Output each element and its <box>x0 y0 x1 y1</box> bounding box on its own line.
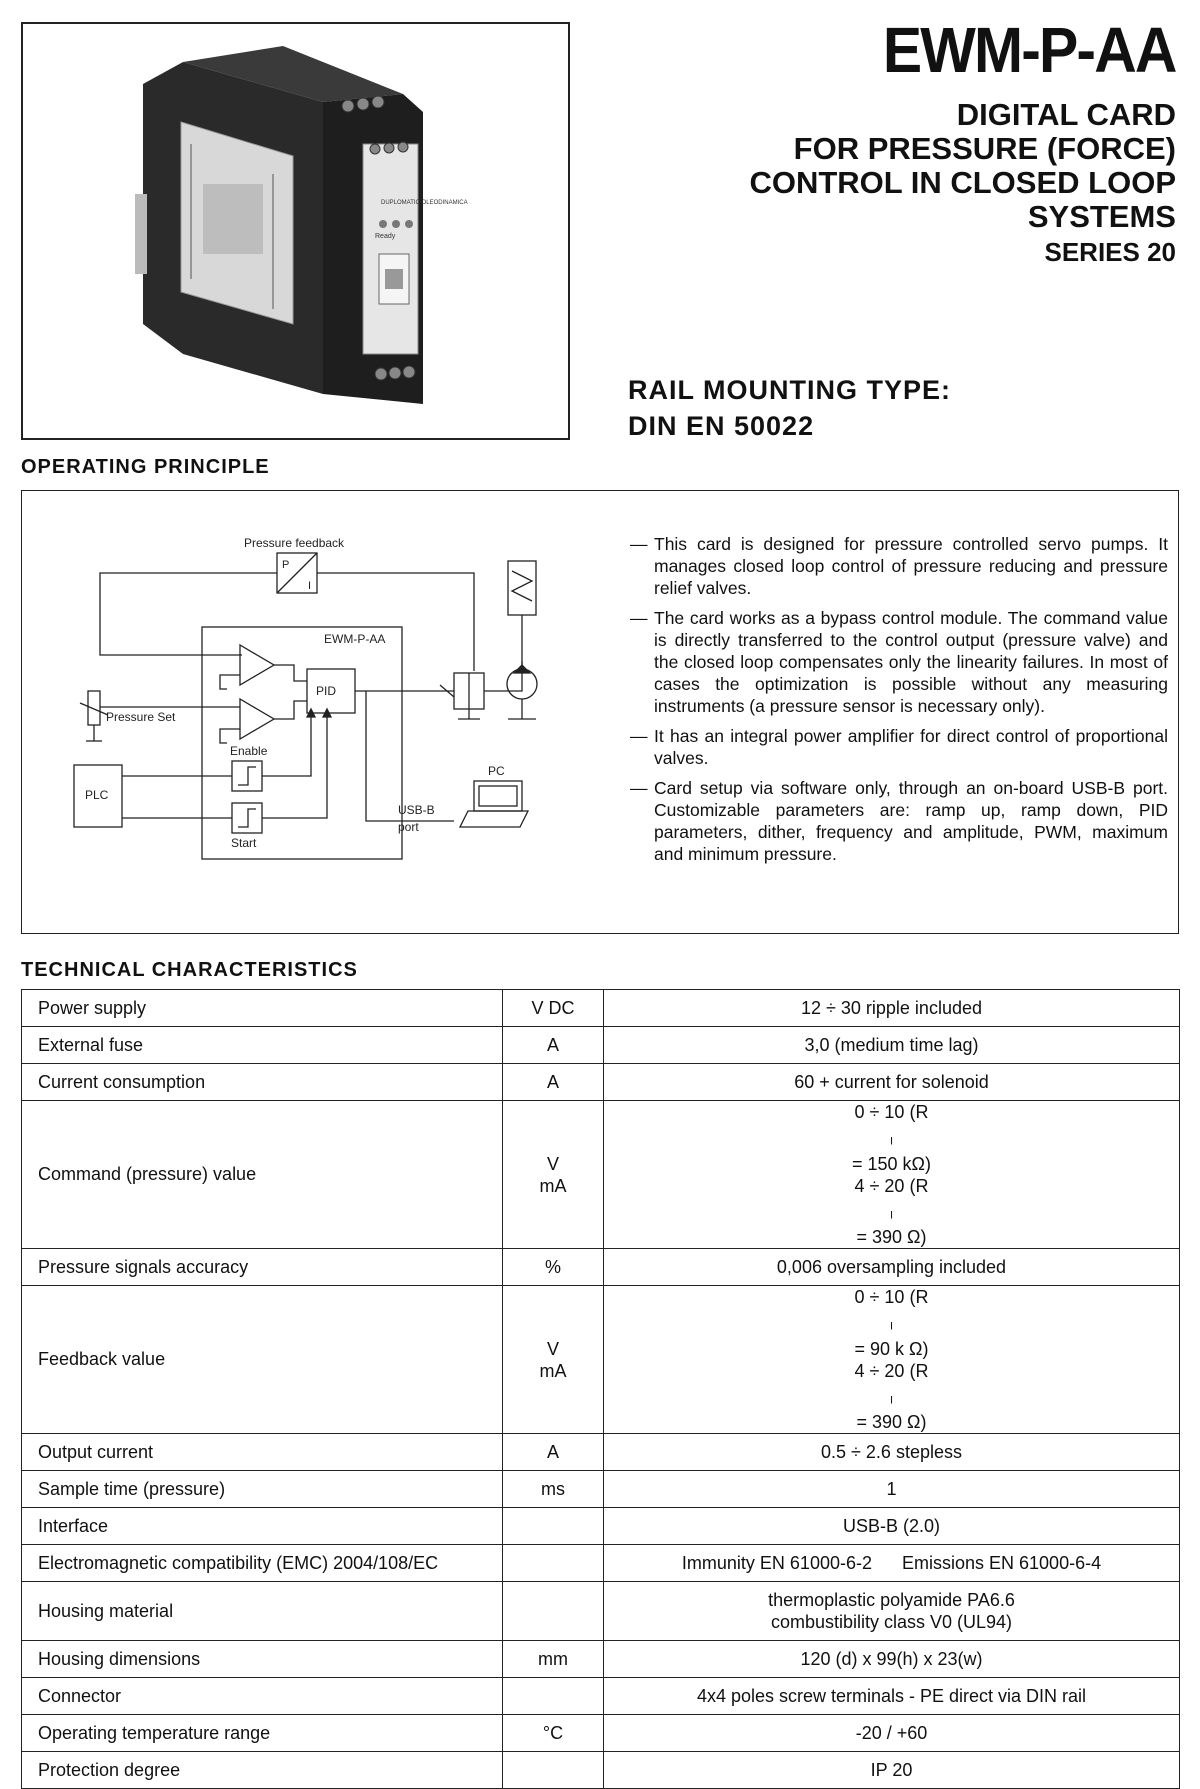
unit-line: V <box>546 1153 559 1174</box>
subtitle-line: DIGITAL CARD <box>956 97 1176 132</box>
block-diagram <box>22 491 622 931</box>
param-cell: Interface <box>22 1508 503 1545</box>
rail-line-1: RAIL MOUNTING TYPE: <box>628 375 952 405</box>
value-cell <box>604 1286 1180 1434</box>
table-row <box>22 1545 1180 1582</box>
front-brand-label: DUPLOMATIC OLEODINAMICA <box>381 200 468 206</box>
value-cell: -20 / +60 <box>604 1715 1180 1752</box>
unit-cell: A <box>503 1064 604 1101</box>
bullet-dash: — <box>630 726 648 746</box>
subscript: I <box>889 1320 894 1333</box>
param-cell: Pressure signals accuracy <box>22 1249 503 1286</box>
param-cell: Command (pressure) value <box>22 1101 503 1249</box>
value-cell: 3,0 (medium time lag) <box>604 1027 1180 1064</box>
pressure-feedback-label: Pressure feedback <box>244 536 345 550</box>
table-row <box>22 1508 1180 1545</box>
value-cell: 12 ÷ 30 ripple included <box>604 990 1180 1027</box>
param-cell: Operating temperature range <box>22 1715 503 1752</box>
param-cell: Connector <box>22 1678 503 1715</box>
value-line: combustibility class V0 (UL94) <box>770 1612 1013 1633</box>
usb-label: USB-B <box>398 803 435 817</box>
subscript: I <box>889 1135 894 1148</box>
value-cell: 4x4 poles screw terminals - PE direct via DIN rail <box>604 1678 1180 1715</box>
value-cell: 1 <box>604 1471 1180 1508</box>
pid-label: PID <box>316 684 337 698</box>
table-row <box>22 1715 1180 1752</box>
subtitle-line: SYSTEMS <box>1027 199 1176 234</box>
unit-cell: °C <box>503 1715 604 1752</box>
param-cell: Feedback value <box>22 1286 503 1434</box>
table-row <box>22 1101 1180 1249</box>
pc-label: PC <box>488 764 505 778</box>
param-cell: Housing material <box>22 1582 503 1641</box>
param-cell: Current consumption <box>22 1064 503 1101</box>
unit-cell: A <box>503 1027 604 1064</box>
enable-label: Enable <box>230 744 268 758</box>
table-row <box>22 1434 1180 1471</box>
value-part: 4 ÷ 20 (R <box>854 1360 929 1381</box>
bullet-text: The card works as a bypass control module. The command value is directly transferred to the control output (pressure valve) and the closed loop compensates only the linearity failures. In most of cases the optimization is possible without any measuring instruments (a pressure sensor is necessary only). <box>654 608 1168 716</box>
table-row <box>22 1752 1180 1789</box>
param-cell: Sample time (pressure) <box>22 1471 503 1508</box>
value-part: 0 ÷ 10 (R <box>854 1102 929 1122</box>
value-cell: 60 + current for solenoid <box>604 1064 1180 1101</box>
value-cell <box>604 1101 1180 1249</box>
subscript: I <box>889 1394 894 1407</box>
plc-label: PLC <box>85 788 109 802</box>
value-line <box>620 1360 1163 1434</box>
unit-cell <box>503 1545 604 1582</box>
value-cell: 0,006 oversampling included <box>604 1249 1180 1286</box>
product-subtitle <box>749 98 1176 234</box>
table-row <box>22 1249 1180 1286</box>
series-label: SERIES 20 <box>1044 237 1176 267</box>
technical-table <box>21 989 1180 1789</box>
param-cell: Electromagnetic compatibility (EMC) 2004/108/EC <box>22 1545 503 1582</box>
product-photo <box>23 24 568 438</box>
param-cell: Power supply <box>22 990 503 1027</box>
bullet-dash: — <box>630 778 648 798</box>
table-row <box>22 990 1180 1027</box>
bullet-dash: — <box>630 534 648 554</box>
unit-cell <box>503 1582 604 1641</box>
subtitle-line: CONTROL IN CLOSED LOOP <box>749 165 1176 200</box>
value-cell: IP 20 <box>604 1752 1180 1789</box>
value-cell: USB-B (2.0) <box>604 1508 1180 1545</box>
unit-line: mA <box>539 1360 567 1381</box>
value-cell: 0.5 ÷ 2.6 stepless <box>604 1434 1180 1471</box>
unit-cell <box>503 1752 604 1789</box>
param-cell: Housing dimensions <box>22 1641 503 1678</box>
param-cell: Output current <box>22 1434 503 1471</box>
principle-bullets <box>628 533 1168 873</box>
start-label: Start <box>231 836 257 850</box>
bullet-item <box>628 533 1168 599</box>
rail-mounting <box>628 372 951 444</box>
bullet-text: This card is designed for pressure controlled servo pumps. It manages closed loop control of pressure reducing and pressure relief valves. <box>654 534 1168 598</box>
unit-cell: V DC <box>503 990 604 1027</box>
param-cell: Protection degree <box>22 1752 503 1789</box>
p-label: P <box>282 559 290 571</box>
value-line <box>620 1101 1163 1175</box>
card-label: EWM-P-AA <box>324 632 386 646</box>
unit-line: V <box>546 1338 559 1359</box>
technical-heading: TECHNICAL CHARACTERISTICS <box>21 959 358 981</box>
value-line <box>620 1175 1163 1249</box>
rail-line-2: DIN EN 50022 <box>628 411 815 441</box>
value-cell <box>604 1582 1180 1641</box>
pressure-set-label: Pressure Set <box>106 710 176 724</box>
unit-cell: % <box>503 1249 604 1286</box>
operating-principle-box <box>21 490 1179 934</box>
table-row <box>22 1582 1180 1641</box>
i-label: I <box>308 580 312 592</box>
subtitle-line: FOR PRESSURE (FORCE) <box>793 131 1176 166</box>
unit-cell: A <box>503 1434 604 1471</box>
operating-principle-heading: OPERATING PRINCIPLE <box>21 456 270 478</box>
table-row <box>22 1678 1180 1715</box>
value-cell: Immunity EN 61000-6-2 Emissions EN 61000-6-4 <box>604 1545 1180 1582</box>
bullet-text: It has an integral power amplifier for direct control of proportional valves. <box>654 726 1168 768</box>
unit-cell <box>503 1101 604 1249</box>
bullet-item <box>628 777 1168 865</box>
table-row <box>22 1641 1180 1678</box>
value-part: = 150 kΩ) <box>852 1153 931 1174</box>
unit-cell <box>503 1286 604 1434</box>
product-photo-frame <box>21 22 570 440</box>
unit-cell: ms <box>503 1471 604 1508</box>
value-cell: 120 (d) x 99(h) x 23(w) <box>604 1641 1180 1678</box>
table-row <box>22 1064 1180 1101</box>
bullet-dash: — <box>630 608 648 628</box>
value-part: = 390 Ω) <box>856 1227 927 1248</box>
table-row <box>22 1471 1180 1508</box>
title-block <box>749 16 1176 267</box>
subscript: I <box>889 1209 894 1222</box>
bullet-item <box>628 607 1168 717</box>
value-part: 0 ÷ 10 (R <box>854 1287 929 1308</box>
table-row <box>22 1286 1180 1434</box>
bullet-text: Card setup via software only, through an on-board USB-B port. Customizable parameters are: ramp up, ramp down, PID parameters, dither, frequency and amplitude, PWM, maximum and minimum pressure. <box>654 778 1168 864</box>
value-part: = 390 Ω) <box>856 1412 927 1433</box>
usb-port-label: port <box>398 820 419 834</box>
led-label: Ready <box>375 233 396 240</box>
bullet-item <box>628 725 1168 769</box>
unit-cell <box>503 1508 604 1545</box>
value-part: = 90 k Ω) <box>854 1338 929 1359</box>
value-line <box>620 1286 1163 1360</box>
value-part: 4 ÷ 20 (R <box>854 1175 929 1196</box>
value-line: thermoplastic polyamide PA6.6 <box>768 1590 1015 1611</box>
param-cell: External fuse <box>22 1027 503 1064</box>
unit-cell: mm <box>503 1641 604 1678</box>
table-row <box>22 1027 1180 1064</box>
unit-line: mA <box>539 1175 567 1196</box>
unit-cell <box>503 1678 604 1715</box>
product-title: EWM-P-AA <box>883 14 1176 86</box>
